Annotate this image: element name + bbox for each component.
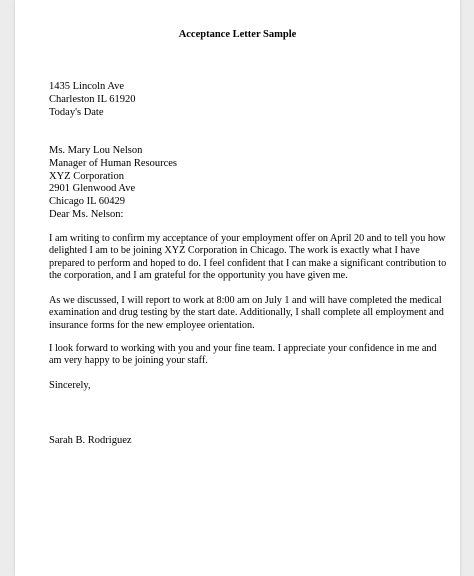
recipient-street: 2901 Glenwood Ave [49,183,136,195]
recipient-city: Chicago IL 60429 [49,196,126,208]
paragraph-line: the corporation, and I am grateful for the opportunity you have given me. [49,270,348,282]
letter-title: Acceptance Letter Sample [178,29,297,40]
paragraph-acceptance [49,233,447,283]
paragraph-line: I look forward to working with you and your fine team. I appreciate your confidence in me and [49,343,437,354]
paragraph-line: delighted I am to be joining XYZ Corporation in Chicago. The work is exactly what I have [49,245,420,257]
paragraph-line: I am writing to confirm my acceptance of your employment offer on April 20 and to tell you how [49,233,446,244]
closing: Sincerely, [49,380,91,391]
letter-page [15,0,460,576]
sender-street: 1435 Lincoln Ave [49,81,125,92]
salutation: Dear Ms. Nelson: [49,209,124,220]
paragraph-line: examination and drug testing by the start date. Additionally, I shall complete all employment and [49,307,444,319]
sender-address [49,81,136,119]
paragraph-line: insurance forms for the new employee orientation. [49,319,255,331]
paragraph-closing-remarks [49,343,437,368]
sender-city: Charleston IL 61920 [49,93,136,105]
paragraph-line: am very happy to be joining your staff. [49,355,208,367]
recipient-title: Manager of Human Resources [49,157,177,169]
recipient-company: XYZ Corporation [49,170,124,182]
signature-name: Sarah B. Rodriguez [49,435,132,446]
recipient-name: Ms. Mary Lou Nelson [49,145,143,156]
paragraph-line: prepared to perform and hoped to do. I feel confident that I can make a significant contribution to [49,257,447,269]
paragraph-start-date [49,295,444,332]
recipient-address [49,145,177,209]
paragraph-line: As we discussed, I will report to work at 8:00 am on July 1 and will have completed the medical [49,295,442,306]
letter-date: Today's Date [49,106,104,118]
